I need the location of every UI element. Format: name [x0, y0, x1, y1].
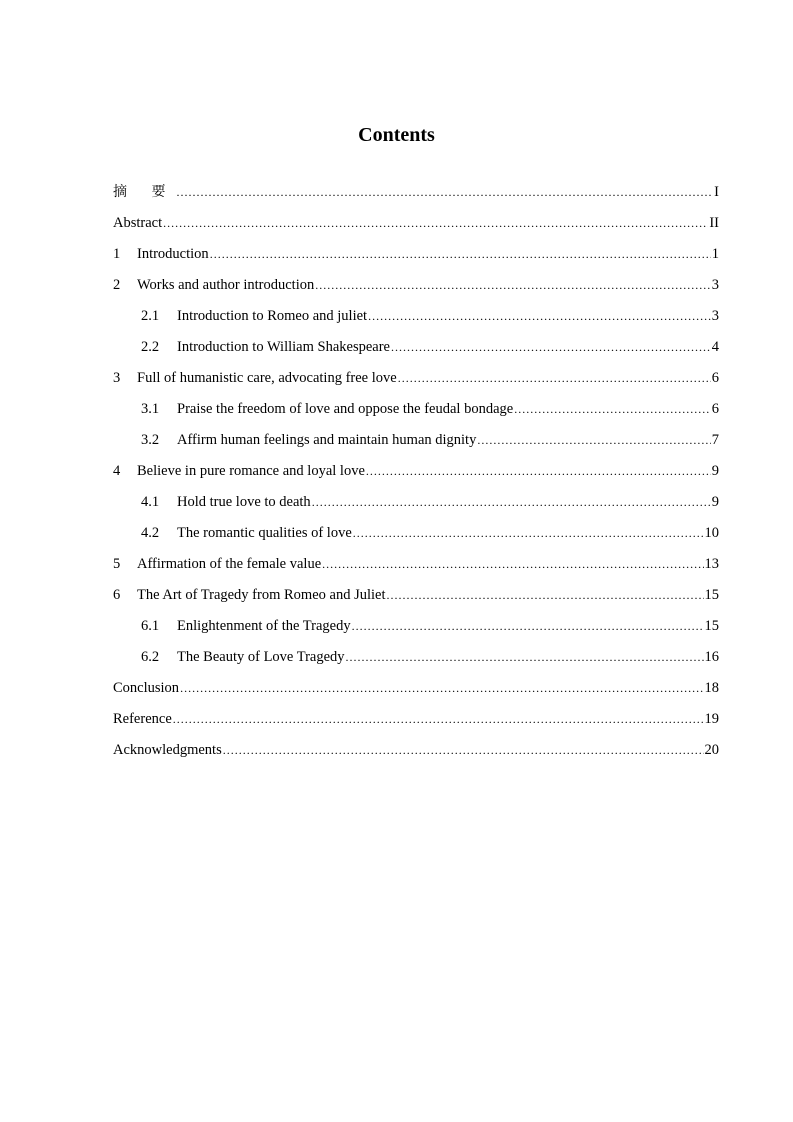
toc-entry-reference[interactable]	[113, 707, 719, 738]
toc-entry-title: Affirmation of the female value	[137, 556, 322, 572]
toc-entry-page: II	[709, 215, 719, 231]
toc-dot-leader	[386, 583, 703, 607]
toc-dot-leader	[312, 490, 711, 514]
toc-entry-female-value[interactable]	[113, 552, 719, 583]
toc-entry-romeo-and-juliet-intro[interactable]	[113, 304, 719, 335]
toc-entry-number: 4.2	[141, 525, 160, 541]
toc-entry-title: Affirm human feelings and maintain human dignity	[177, 432, 477, 448]
toc-entry-conclusion[interactable]	[113, 676, 719, 707]
toc-dot-leader	[398, 366, 711, 390]
toc-entry-humanistic-care[interactable]	[113, 366, 719, 397]
toc-entry-title: Introduction	[137, 246, 209, 262]
toc-entry-true-love-to-death[interactable]	[113, 490, 719, 521]
toc-entry-works-and-author[interactable]	[113, 273, 719, 304]
toc-entry-page: 15	[704, 618, 719, 634]
toc-entry-page: 4	[711, 339, 719, 355]
toc-entry-human-dignity[interactable]	[113, 428, 719, 459]
toc-entry-page: 6	[711, 401, 719, 417]
toc-dot-leader	[391, 335, 711, 359]
toc-entry-beauty-of-tragedy[interactable]	[113, 645, 719, 676]
toc-entry-page: 16	[704, 649, 719, 665]
toc-dot-leader	[163, 211, 708, 235]
toc-entry-title: 摘 要	[113, 184, 176, 200]
table-of-contents	[113, 180, 719, 769]
toc-entry-introduction[interactable]	[113, 242, 719, 273]
toc-entry-shakespeare-intro[interactable]	[113, 335, 719, 366]
toc-entry-page: 9	[711, 494, 719, 510]
toc-entry-number: 6	[113, 587, 121, 603]
toc-entry-romantic-qualities[interactable]	[113, 521, 719, 552]
toc-entry-title: The romantic qualities of love	[177, 525, 352, 541]
toc-entry-page: 18	[704, 680, 719, 696]
toc-entry-number: 6.1	[141, 618, 160, 634]
toc-entry-title: Conclusion	[113, 680, 180, 696]
toc-entry-title: Abstract	[113, 215, 163, 231]
toc-entry-number: 3.1	[141, 401, 160, 417]
toc-entry-page: 10	[704, 525, 719, 541]
toc-entry-title: The Beauty of Love Tragedy	[177, 649, 345, 665]
toc-entry-abstract[interactable]	[113, 211, 719, 242]
toc-entry-title: Reference	[113, 711, 172, 727]
toc-entry-number: 4	[113, 463, 121, 479]
toc-entry-freedom-of-love[interactable]	[113, 397, 719, 428]
toc-entry-title: Introduction to William Shakespeare	[177, 339, 390, 355]
toc-dot-leader	[315, 273, 711, 297]
toc-entry-title: Praise the freedom of love and oppose the feudal bondage	[177, 401, 514, 417]
toc-entry-number: 2.1	[141, 308, 160, 324]
toc-entry-title: Acknowledgments	[113, 742, 222, 758]
toc-entry-page: 1	[711, 246, 719, 262]
toc-entry-page: 20	[704, 742, 719, 758]
toc-entry-number: 6.2	[141, 649, 160, 665]
toc-dot-leader	[173, 707, 704, 731]
toc-dot-leader	[176, 180, 713, 204]
toc-entry-number: 3.2	[141, 432, 160, 448]
toc-dot-leader	[210, 242, 711, 266]
toc-entry-art-of-tragedy[interactable]	[113, 583, 719, 614]
page-title: Contents	[358, 124, 435, 146]
toc-entry-page: 3	[711, 277, 719, 293]
toc-entry-title: The Art of Tragedy from Romeo and Juliet	[137, 587, 386, 603]
toc-entry-title: Introduction to Romeo and juliet	[177, 308, 368, 324]
toc-entry-number: 4.1	[141, 494, 160, 510]
toc-entry-page: 9	[711, 463, 719, 479]
toc-entry-acknowledgments[interactable]	[113, 738, 719, 769]
toc-entry-enlightenment[interactable]	[113, 614, 719, 645]
toc-entry-page: 15	[704, 587, 719, 603]
toc-entry-title: Full of humanistic care, advocating free love	[137, 370, 397, 386]
toc-dot-leader	[346, 645, 704, 669]
toc-entry-page: I	[714, 184, 719, 200]
toc-entry-title: Believe in pure romance and loyal love	[137, 463, 365, 479]
toc-entry-title: Works and author introduction	[137, 277, 315, 293]
toc-entry-page: 6	[711, 370, 719, 386]
toc-dot-leader	[180, 676, 703, 700]
toc-entry-number: 1	[113, 246, 121, 262]
toc-entry-pure-romance[interactable]	[113, 459, 719, 490]
toc-entry-number: 5	[113, 556, 121, 572]
toc-entry-number: 2.2	[141, 339, 160, 355]
toc-dot-leader	[514, 397, 711, 421]
toc-entry-page: 7	[711, 432, 719, 448]
toc-dot-leader	[353, 521, 704, 545]
toc-entry-page: 3	[711, 308, 719, 324]
toc-entry-page: 19	[704, 711, 719, 727]
toc-dot-leader	[366, 459, 711, 483]
toc-entry-page: 13	[704, 556, 719, 572]
toc-dot-leader	[352, 614, 704, 638]
toc-entry-title: Hold true love to death	[177, 494, 311, 510]
toc-entry-number: 2	[113, 277, 121, 293]
toc-entry-abstract-chinese[interactable]	[113, 180, 719, 211]
toc-dot-leader	[223, 738, 704, 762]
toc-entry-number: 3	[113, 370, 121, 386]
toc-dot-leader	[477, 428, 710, 452]
toc-entry-title: Enlightenment of the Tragedy	[177, 618, 351, 634]
toc-dot-leader	[322, 552, 703, 576]
toc-dot-leader	[368, 304, 711, 328]
